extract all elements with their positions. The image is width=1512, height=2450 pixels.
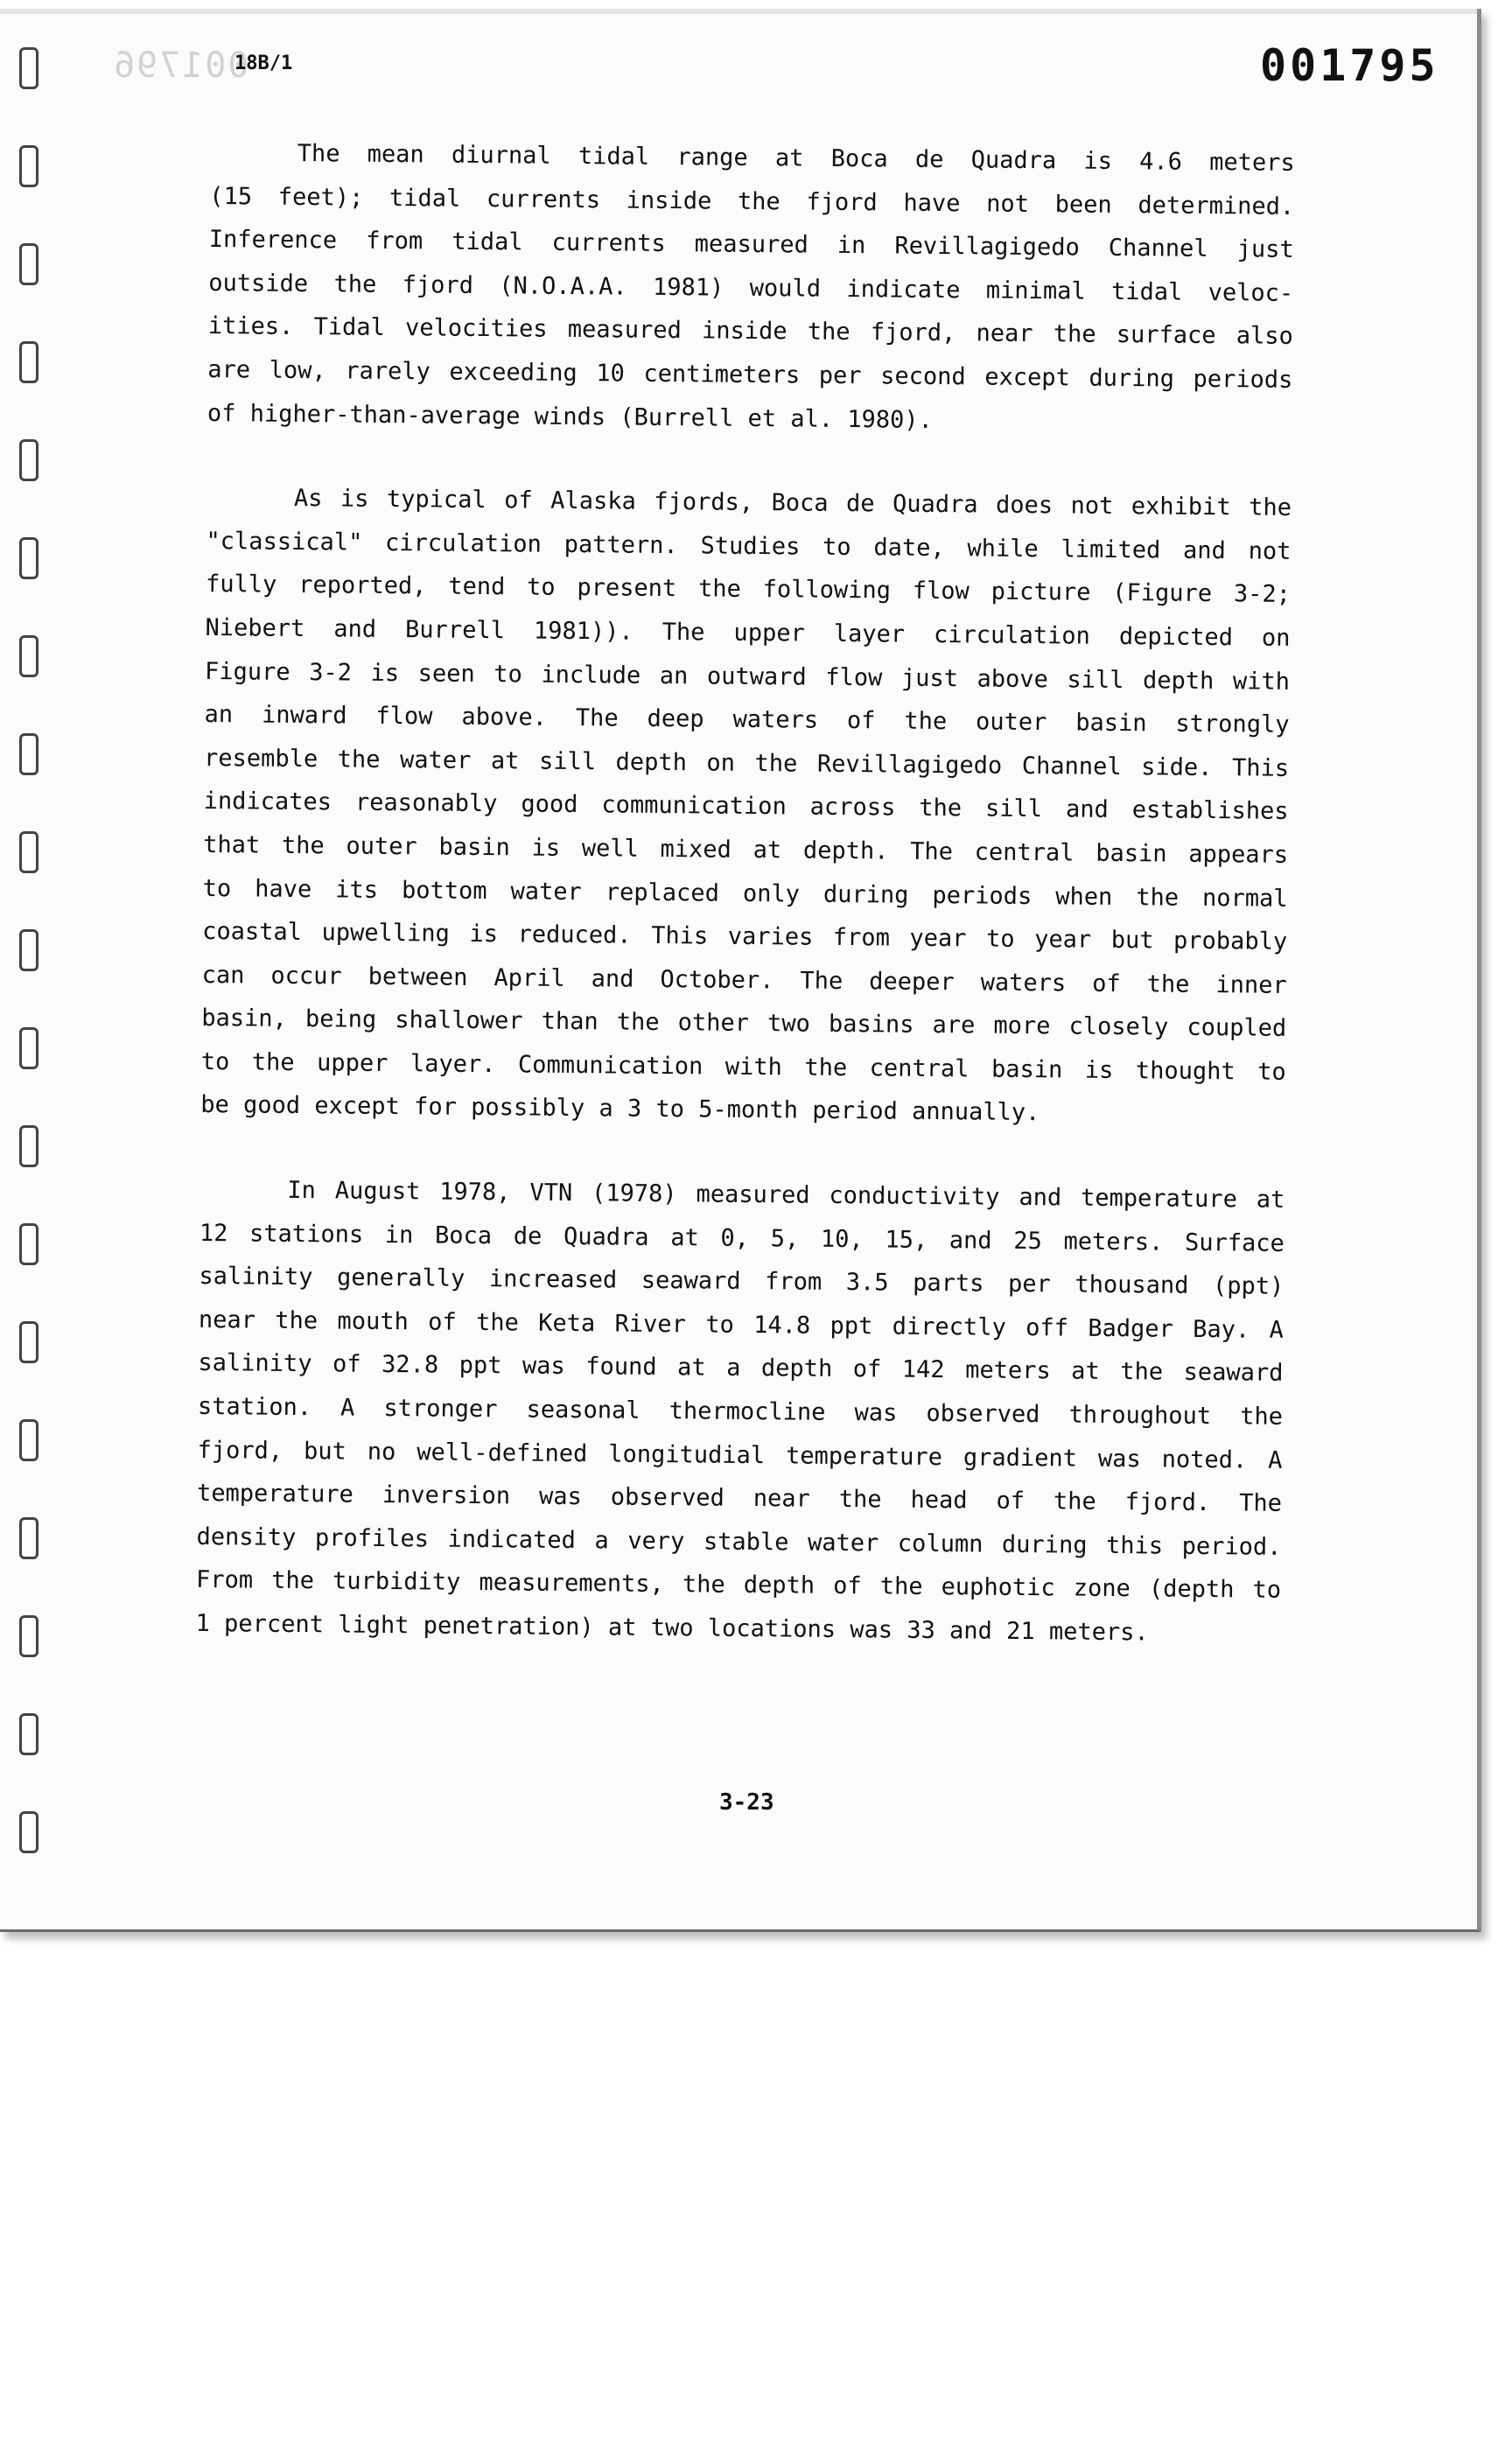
- text-line: are low, rarely exceeding 10 centimeters per second except during periods: [207, 355, 1293, 394]
- binder-hole: [19, 537, 38, 579]
- text-line: "classical" circulation pattern. Studies to date, while limited and not: [206, 527, 1292, 565]
- text-line: Niebert and Burrell 1981)). The upper layer circulation depicted on: [205, 613, 1291, 652]
- text-line: basin, being shallower than the other two basins are more closely coupled: [201, 1004, 1287, 1043]
- text-line: salinity generally increased seaward from 3.5 parts per thousand (ppt): [199, 1263, 1284, 1301]
- page-id-stamp: 001795: [1260, 40, 1439, 91]
- binder-hole: [19, 1125, 38, 1167]
- paragraph: [207, 131, 1295, 445]
- binder-hole: [19, 243, 38, 285]
- text-line: fjord, but no well-defined longitudial temperature gradient was noted. A: [197, 1436, 1283, 1474]
- binder-hole: [19, 1713, 38, 1755]
- paragraph: [200, 476, 1292, 1138]
- binder-hole: [19, 1811, 38, 1853]
- text-line: coastal upwelling is reduced. This varies from year to year but probably: [202, 918, 1288, 956]
- binder-hole: [19, 1223, 38, 1265]
- document-page: [0, 9, 1481, 1932]
- text-line: that the outer basin is well mixed at depth. The central basin appears: [203, 830, 1289, 869]
- binder-hole: [19, 831, 38, 873]
- bleed-through-page-id: 001796: [112, 46, 249, 86]
- text-line: fully reported, tend to present the following flow picture (Figure 3-2;: [205, 570, 1292, 609]
- document-code: 18B/1: [234, 52, 293, 74]
- binder-hole: [19, 1517, 38, 1559]
- body-text: [195, 131, 1295, 1697]
- text-line: indicates reasonably good communication across the sill and establishes: [203, 788, 1289, 826]
- text-line: density profiles indicated a very stable water column during this period.: [196, 1522, 1282, 1561]
- binder-hole: [19, 635, 38, 677]
- text-line: ities. Tidal velocities measured inside the fjord, near the surface also: [207, 312, 1293, 351]
- binder-hole: [19, 1615, 38, 1657]
- text-line: station. A stronger seasonal thermocline was observed throughout the: [197, 1392, 1284, 1431]
- text-line: 12 stations in Boca de Quadra at 0, 5, 10, 15, and 25 meters. Surface: [199, 1219, 1285, 1257]
- text-line: near the mouth of the Keta River to 14.8 ppt directly off Badger Bay. A: [198, 1306, 1284, 1344]
- text-line: temperature inversion was observed near the head of the fjord. The: [196, 1480, 1283, 1518]
- text-line: In August 1978, VTN (1978) measured conductivity and temperature at: [287, 1176, 1285, 1214]
- text-line: to the upper layer. Communication with the central basin is thought to: [200, 1047, 1286, 1086]
- text-line: resemble the water at sill depth on the Revillagigedo Channel side. This: [203, 744, 1290, 782]
- binder-hole: [19, 1419, 38, 1461]
- text-line: 1 percent light penetration) at two locations was 33 and 21 meters.: [195, 1609, 1149, 1647]
- binder-hole: [19, 47, 38, 89]
- text-line: The mean diurnal tidal range at Boca de Quadra is 4.6 meters: [297, 139, 1295, 177]
- paragraph: [195, 1168, 1284, 1656]
- text-line: Figure 3-2 is seen to include an outward flow just above sill depth with: [204, 657, 1291, 696]
- text-line: can occur between April and October. The deeper waters of the inner: [201, 961, 1287, 999]
- binder-hole: [19, 145, 38, 187]
- binder-hole: [19, 733, 38, 775]
- binder-hole: [19, 1321, 38, 1363]
- binder-holes: [0, 9, 52, 1929]
- text-line: an inward flow above. The deep waters of the outer basin strongly: [204, 701, 1290, 738]
- binder-hole: [19, 439, 38, 481]
- text-line: to have its bottom water replaced only during periods when the normal: [202, 874, 1288, 913]
- text-line: As is typical of Alaska fjords, Boca de Quadra does not exhibit the: [293, 485, 1292, 522]
- text-line: (15 feet); tidal currents inside the fjord have not been determined.: [209, 182, 1295, 220]
- text-line: salinity of 32.8 ppt was found at a depth of 142 meters at the seaward: [198, 1349, 1284, 1388]
- text-line: Inference from tidal currents measured in Revillagigedo Channel just: [208, 226, 1294, 264]
- text-line: be good except for possibly a 3 to 5-month period annually.: [200, 1091, 1040, 1127]
- page-number: 3-23: [719, 1789, 774, 1816]
- text-line: of higher-than-average winds (Burrell et al. 1980).: [206, 399, 934, 434]
- binder-hole: [19, 341, 38, 383]
- text-line: From the turbidity measurements, the depth of the euphotic zone (depth to: [195, 1566, 1282, 1605]
- text-line: outside the fjord (N.O.A.A. 1981) would indicate minimal tidal veloc-: [208, 269, 1294, 307]
- binder-hole: [19, 1027, 38, 1069]
- binder-hole: [19, 929, 38, 971]
